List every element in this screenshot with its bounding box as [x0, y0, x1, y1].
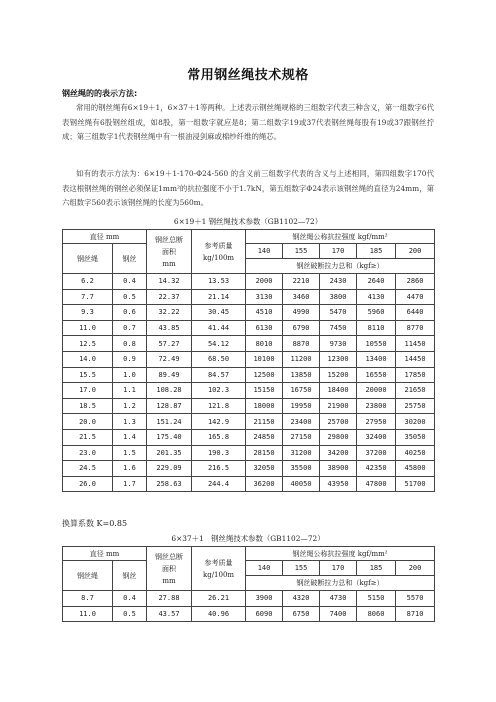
table-cell: 14.0: [63, 351, 113, 367]
header-grade: 200: [396, 244, 435, 259]
table-cell: 22.37: [147, 289, 192, 305]
header-area-unit: mm: [162, 259, 176, 268]
table-cell: 26.0: [63, 476, 113, 492]
table-cell: 40.96: [192, 606, 246, 622]
table-cell: 1.0: [113, 367, 147, 383]
table-cell: 8110: [357, 320, 396, 336]
table-cell: 0.9: [113, 351, 147, 367]
table-cell: 30.45: [192, 305, 246, 321]
table-cell: 4990: [283, 305, 320, 321]
table-row: [63, 445, 435, 461]
table-cell: 0.7: [113, 320, 147, 336]
header-strength: 钢丝绳公称抗拉强度 kgf/mm²: [246, 230, 435, 244]
table-cell: 15200: [320, 367, 357, 383]
table-6x19: [62, 229, 435, 492]
table-cell: 3800: [320, 289, 357, 305]
table-cell: 18000: [246, 398, 283, 414]
table-cell: 18400: [320, 383, 357, 399]
table-row: [63, 461, 435, 477]
table-cell: 10550: [357, 336, 396, 352]
table-cell: 20.0: [63, 414, 113, 430]
table-cell: 32400: [357, 429, 396, 445]
header-area: [147, 547, 192, 591]
table-cell: 128.87: [147, 398, 192, 414]
table-cell: 2430: [320, 274, 357, 290]
table-cell: 4510: [246, 305, 283, 321]
conversion-factor: 换算系数 K=0.85: [62, 519, 128, 528]
table-cell: 1.7: [113, 476, 147, 492]
table-cell: 37200: [357, 445, 396, 461]
table-cell: 42350: [357, 461, 396, 477]
table-cell: 13850: [283, 367, 320, 383]
table-cell: 2640: [357, 274, 396, 290]
table-cell: 1.5: [113, 445, 147, 461]
header-grade: 155: [283, 244, 320, 259]
table-cell: 45800: [396, 461, 435, 477]
table-cell: 165.8: [192, 429, 246, 445]
header-break-force: 钢丝破断拉力总和（kgf≥）: [246, 259, 435, 274]
table-cell: 40050: [283, 476, 320, 492]
table-cell: 121.8: [192, 398, 246, 414]
table-cell: 10100: [246, 351, 283, 367]
header-mass: [192, 547, 246, 591]
table-cell: 9.3: [63, 305, 113, 321]
table-cell: 30200: [396, 414, 435, 430]
table-row: [63, 429, 435, 445]
table-cell: 35500: [283, 461, 320, 477]
table-row: [63, 351, 435, 367]
table-cell: 72.49: [147, 351, 192, 367]
table-cell: 4320: [283, 591, 320, 607]
table-cell: 16550: [357, 367, 396, 383]
table-cell: 13.53: [192, 274, 246, 290]
table-cell: 43.85: [147, 320, 192, 336]
table-cell: 6090: [246, 606, 283, 622]
table-cell: 21650: [396, 383, 435, 399]
header-mass-unit: kg/100m: [202, 570, 235, 579]
table-cell: 229.09: [147, 461, 192, 477]
table-row: [63, 367, 435, 383]
header-diameter: 直径 mm: [63, 547, 147, 561]
header-mass-line1: 参考质量: [204, 558, 233, 567]
table-cell: 26.21: [192, 591, 246, 607]
table-cell: 201.35: [147, 445, 192, 461]
table-cell: 35050: [396, 429, 435, 445]
header-wire: 钢丝: [113, 561, 147, 591]
table-cell: 21150: [246, 414, 283, 430]
table-cell: 0.6: [113, 305, 147, 321]
table-cell: 1.1: [113, 383, 147, 399]
table-cell: 7.7: [63, 289, 113, 305]
table-cell: 43.57: [147, 606, 192, 622]
table-cell: 8.7: [63, 591, 113, 607]
header-mass-unit: kg/100m: [202, 253, 235, 262]
header-area-line2: 面积: [162, 247, 177, 256]
table-cell: 84.57: [192, 367, 246, 383]
table-cell: 51700: [396, 476, 435, 492]
table-cell: 17850: [396, 367, 435, 383]
table-cell: 2860: [396, 274, 435, 290]
table-cell: 27950: [357, 414, 396, 430]
header-mass: [192, 230, 246, 274]
table-cell: 5570: [396, 591, 435, 607]
table-cell: 36200: [246, 476, 283, 492]
table-cell: 1.2: [113, 398, 147, 414]
table-cell: 40250: [396, 445, 435, 461]
header-mass-line1: 参考质量: [204, 241, 233, 250]
table-cell: 8060: [357, 606, 396, 622]
document-title: 常用钢丝绳技术规格: [187, 68, 309, 83]
table-cell: 258.63: [147, 476, 192, 492]
section-heading: 钢丝绳的的表示方法:: [62, 89, 138, 98]
table-cell: 190.3: [192, 445, 246, 461]
table-cell: 7400: [320, 606, 357, 622]
table-cell: 6440: [396, 305, 435, 321]
header-area: [147, 230, 192, 274]
table2-body: [63, 591, 435, 622]
table-row: [63, 606, 435, 622]
table-cell: 29800: [320, 429, 357, 445]
table2-caption: 6×37＋1 钢丝绳技术参数（GB1102—72）: [171, 534, 325, 543]
header-area-unit: mm: [162, 576, 176, 585]
table-cell: 54.12: [192, 336, 246, 352]
table-cell: 38900: [320, 461, 357, 477]
table-cell: 11.0: [63, 606, 113, 622]
table-cell: 15.5: [63, 367, 113, 383]
header-grade: 140: [246, 244, 283, 259]
table-cell: 21900: [320, 398, 357, 414]
table1-body: [63, 274, 435, 492]
table-cell: 16750: [283, 383, 320, 399]
table-cell: 89.49: [147, 367, 192, 383]
table-cell: 9730: [320, 336, 357, 352]
table-cell: 23800: [357, 398, 396, 414]
table-cell: 6130: [246, 320, 283, 336]
table-cell: 14450: [396, 351, 435, 367]
table-cell: 0.8: [113, 336, 147, 352]
table-cell: 1.4: [113, 429, 147, 445]
table-cell: 18.5: [63, 398, 113, 414]
table-row: [63, 476, 435, 492]
table-cell: 21.5: [63, 429, 113, 445]
table-cell: 23.0: [63, 445, 113, 461]
table-cell: 142.9: [192, 414, 246, 430]
paragraph-2: [62, 167, 434, 211]
table-cell: 0.5: [113, 289, 147, 305]
header-rope: 钢丝绳: [63, 561, 113, 591]
header-wire: 钢丝: [113, 244, 147, 274]
table-cell: 21.14: [192, 289, 246, 305]
table-cell: 2000: [246, 274, 283, 290]
table-cell: 0.4: [113, 274, 147, 290]
header-rope: 钢丝绳: [63, 244, 113, 274]
table-cell: 5960: [357, 305, 396, 321]
header-grade: 185: [357, 561, 396, 576]
table-cell: 0.5: [113, 606, 147, 622]
table-cell: 32050: [246, 461, 283, 477]
table-cell: 57.27: [147, 336, 192, 352]
table-cell: 34200: [320, 445, 357, 461]
table-cell: 5150: [357, 591, 396, 607]
header-grade: 200: [396, 561, 435, 576]
table-cell: 5470: [320, 305, 357, 321]
table-row: [63, 289, 435, 305]
table-cell: 1.3: [113, 414, 147, 430]
header-area-line1: 钢丝总断: [155, 235, 184, 244]
table1-caption: 6×19＋1 钢丝绳技术参数（GB1102—72）: [173, 217, 323, 226]
table-cell: 31200: [283, 445, 320, 461]
table-cell: 68.50: [192, 351, 246, 367]
header-grade: 155: [283, 561, 320, 576]
table-cell: 216.5: [192, 461, 246, 477]
table-cell: 12300: [320, 351, 357, 367]
header-strength: 钢丝绳公称抗拉强度 kgf/mm²: [246, 547, 435, 561]
table-cell: 1.6: [113, 461, 147, 477]
table-cell: 24.5: [63, 461, 113, 477]
table-cell: 6790: [283, 320, 320, 336]
header-break-force: 钢丝破断拉力总和（kgf≥）: [246, 576, 435, 591]
table-row: [63, 305, 435, 321]
table-cell: 27150: [283, 429, 320, 445]
table-cell: 244.4: [192, 476, 246, 492]
table-row: [63, 320, 435, 336]
table-cell: 41.44: [192, 320, 246, 336]
table-row: [63, 336, 435, 352]
table-cell: 19950: [283, 398, 320, 414]
table-cell: 11450: [396, 336, 435, 352]
table-cell: 3900: [246, 591, 283, 607]
table-cell: 8770: [396, 320, 435, 336]
table-cell: 8710: [396, 606, 435, 622]
table-cell: 3130: [246, 289, 283, 305]
header-grade: 185: [357, 244, 396, 259]
header-diameter: 直径 mm: [63, 230, 147, 244]
paragraph-1: [62, 101, 434, 145]
table-cell: 11.0: [63, 320, 113, 336]
header-grade: 140: [246, 561, 283, 576]
table-cell: 4130: [357, 289, 396, 305]
table-cell: 2210: [283, 274, 320, 290]
table-cell: 102.3: [192, 383, 246, 399]
table-cell: 6750: [283, 606, 320, 622]
table-cell: 12.5: [63, 336, 113, 352]
paragraph-1-text: 常用的钢丝绳有6×19＋1，6×37＋1等两种。上述表示钢丝绳规格的三组数字代表三种含义，第一组数字6代表钢丝绳有6股钢丝组成，如8股，第一组数字就应是8；第二组数字19或37代表钢丝绳每股有19或37跟钢丝拧成；第三组数字1代表钢丝绳中有一根油浸剑麻或棉纱纤维的绳芯。: [62, 103, 434, 142]
header-grade: 170: [320, 244, 357, 259]
table-cell: 3460: [283, 289, 320, 305]
table-cell: 7450: [320, 320, 357, 336]
table-cell: 14.32: [147, 274, 192, 290]
table-cell: 11200: [283, 351, 320, 367]
table-cell: 4470: [396, 289, 435, 305]
table-cell: 17.0: [63, 383, 113, 399]
table-row: [63, 383, 435, 399]
table-cell: 20000: [357, 383, 396, 399]
table-cell: 108.28: [147, 383, 192, 399]
table-cell: 15150: [246, 383, 283, 399]
table-cell: 12500: [246, 367, 283, 383]
paragraph-2-text: 如有的表示方法为：6×19＋1-170-Φ24-560 的含义前三组数字代表的含义与上述相同，第四组数字170代表这根钢丝绳的钢丝必须保证1mm²的抗拉强度不小于1.7kN，第五组数字Φ24表示该钢丝绳的直径为24mm，第六组数字560表示该钢丝绳的长度为560m。: [62, 169, 434, 208]
table-cell: 0.4: [113, 591, 147, 607]
table-cell: 175.40: [147, 429, 192, 445]
table-cell: 43950: [320, 476, 357, 492]
table-cell: 4730: [320, 591, 357, 607]
header-grade: 170: [320, 561, 357, 576]
table-cell: 151.24: [147, 414, 192, 430]
table-cell: 8870: [283, 336, 320, 352]
table-cell: 47800: [357, 476, 396, 492]
table-row: [63, 591, 435, 607]
table-cell: 25700: [320, 414, 357, 430]
table-cell: 8010: [246, 336, 283, 352]
header-area-line2: 面积: [162, 564, 177, 573]
table-cell: 24850: [246, 429, 283, 445]
table-cell: 13400: [357, 351, 396, 367]
table-cell: 32.22: [147, 305, 192, 321]
header-area-line1: 钢丝总断: [155, 552, 184, 561]
table-cell: 28150: [246, 445, 283, 461]
table-cell: 25750: [396, 398, 435, 414]
table-row: [63, 414, 435, 430]
table-cell: 23400: [283, 414, 320, 430]
table-6x37: [62, 546, 435, 622]
table-cell: 27.88: [147, 591, 192, 607]
table-cell: 6.2: [63, 274, 113, 290]
table-row: [63, 274, 435, 290]
table-row: [63, 398, 435, 414]
